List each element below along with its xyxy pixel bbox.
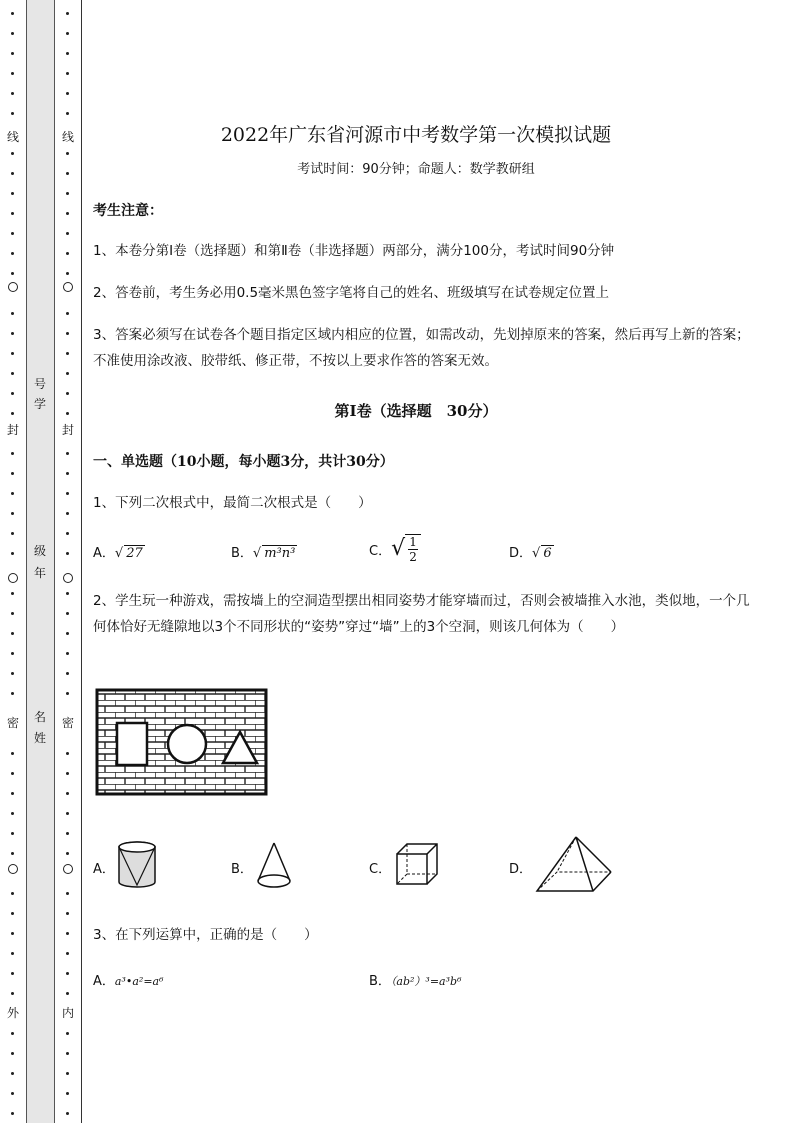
cylinder-with-cone-icon [115,840,159,894]
info-label-ming: 名 [33,710,46,724]
dot [66,412,69,415]
info-label-nian: 年 [33,566,46,580]
dot [11,232,14,235]
dot [11,352,14,355]
dot [66,152,69,155]
binding-circle-icon [8,573,18,583]
dot [11,72,14,75]
radical-sign-icon: √ [114,546,124,561]
q1-option-b[interactable] [231,542,297,561]
dot [66,792,69,795]
q3-option-b-label: B． [369,974,391,989]
dot [11,592,14,595]
dot [66,672,69,675]
dot [11,752,14,755]
dot [11,192,14,195]
outer-dotted-line [11,0,15,1123]
dot [66,12,69,15]
q2-option-a[interactable] [93,858,115,877]
dot [66,72,69,75]
q2-option-b-label: B． [231,862,253,877]
dot [11,632,14,635]
dot [11,92,14,95]
q1-option-c[interactable] [369,534,421,564]
dot [66,192,69,195]
dot [66,512,69,515]
dot [66,172,69,175]
notice-heading: 考生注意： [93,203,163,219]
notice-1: 1、本卷分第Ⅰ卷（选择题）和第Ⅱ卷（非选择题）两部分，满分100分，考试时间90分钟 [93,243,615,259]
dot [11,212,14,215]
dot [11,152,14,155]
outer-label-line: 线 [6,130,19,144]
dot [11,312,14,315]
radical-sign-icon: √ [252,546,262,561]
dot [11,652,14,655]
binding-circle-icon [63,573,73,583]
dot [11,1072,14,1075]
part-title: 一、单选题（10小题，每小题3分，共计30分） [93,454,394,470]
dot [11,992,14,995]
q3-option-a-label: A． [93,974,115,989]
dot [66,32,69,35]
q1-option-c-label: C． [369,543,392,559]
dot [66,992,69,995]
binding-circle-icon [63,864,73,874]
dot [11,692,14,695]
q3-option-a-expression: a³•a²=a⁶ [114,975,164,988]
dot [11,392,14,395]
dot [11,612,14,615]
info-label-xue: 学 [33,397,46,411]
dot [66,892,69,895]
cone-icon [255,840,293,894]
exam-subtitle: 考试时间：90分钟；命题人：数学教研组 [297,162,535,177]
question-1-stem: 1、下列二次根式中，最简二次根式是（ ） [93,495,372,511]
dot [11,112,14,115]
binding-margin-inner [55,0,82,1123]
dot [11,372,14,375]
dot [66,1032,69,1035]
dot [66,612,69,615]
dot [66,632,69,635]
dot [66,552,69,555]
q2-option-a-label: A． [93,862,115,877]
dot [11,332,14,335]
inner-dotted-line [66,0,70,1123]
dot [66,952,69,955]
q1-option-c-denominator: 2 [409,550,417,564]
dot [11,952,14,955]
dot [66,372,69,375]
dot [11,512,14,515]
binding-circle-icon [8,282,18,292]
q3-option-b-expression: （ab²）³=a³b⁶ [390,975,462,988]
q1-option-d[interactable] [509,542,554,561]
q2-option-d-label: D． [509,862,533,877]
dot [66,932,69,935]
inner-label-seal: 封 [61,423,74,437]
dot [66,812,69,815]
cube-icon [393,840,441,892]
info-label-ji: 级 [33,544,46,558]
dot [11,32,14,35]
dot [11,912,14,915]
question-3-stem: 3、在下列运算中，正确的是（ ） [93,927,318,943]
dot [11,472,14,475]
dot [66,232,69,235]
inner-label-line: 线 [61,130,74,144]
dot [11,172,14,175]
dot [11,972,14,975]
q1-option-b-radicand: m³n³ [264,546,296,561]
inner-label-inside: 内 [61,1006,74,1020]
dot [11,12,14,15]
outer-label-seal: 封 [6,423,19,437]
dot [11,1112,14,1115]
dot [66,772,69,775]
dot [11,812,14,815]
dot [11,412,14,415]
dot [66,832,69,835]
student-info-strip [26,0,55,1123]
q2-option-b[interactable] [231,858,253,877]
dot [11,1032,14,1035]
section-title: 第Ⅰ卷（选择题 30分） [334,402,498,420]
dot [66,472,69,475]
binding-margin-outer [0,0,26,1123]
notice-2: 2、答卷前，考生务必用0.5毫米黑色签字笔将自己的姓名、班级填写在试卷规定位置上 [93,285,610,301]
dot [11,492,14,495]
dot [66,492,69,495]
binding-circle-icon [63,282,73,292]
dot [66,1092,69,1095]
q3-option-b[interactable] [369,970,461,989]
dot [66,692,69,695]
dot [66,392,69,395]
dot [66,752,69,755]
dot [11,772,14,775]
info-label-hao: 号 [33,377,46,391]
q2-option-c[interactable] [369,858,391,877]
dot [11,1052,14,1055]
q2-option-d[interactable] [509,858,532,877]
dot [66,92,69,95]
dot [11,852,14,855]
dot [66,912,69,915]
q1-option-a-label: A． [93,546,115,561]
dot [66,112,69,115]
dot [66,272,69,275]
dot [11,792,14,795]
dot [11,532,14,535]
question-2-stem: 2、学生玩一种游戏，需按墙上的空洞造型摆出相同姿势才能穿墙而过，否则会被墙推入水池，类似地，一个几何体恰好无缝隙地以3个不同形状的“姿势”穿过“墙”上的3个空洞，则该几何体为（ ） [93,593,750,635]
dot [66,332,69,335]
dot [66,972,69,975]
outer-label-outside: 外 [6,1006,19,1020]
dot [66,652,69,655]
dot [66,52,69,55]
q1-option-d-radicand: 6 [543,546,552,561]
dot [66,452,69,455]
notice-3: 3、答案必须写在试卷各个题目指定区域内相应的位置，如需改动，先划掉原来的答案，然后再写上新的答案；不准使用涂改液、胶带纸、修正带，不按以上要求作答的答案无效。 [93,327,750,369]
dot [66,1052,69,1055]
q1-option-a[interactable] [93,542,145,561]
dot [66,532,69,535]
q1-option-c-numerator: 1 [409,535,417,549]
radical-sign-icon: √ [532,546,541,561]
dot [11,672,14,675]
binding-circle-icon [8,864,18,874]
dot [11,452,14,455]
dot [11,552,14,555]
dot [66,852,69,855]
q1-option-b-label: B． [231,546,253,561]
q1-option-a-radicand: 27 [126,546,143,561]
q1-option-d-label: D． [509,546,533,561]
dot [11,52,14,55]
dot [11,272,14,275]
dot [66,312,69,315]
exam-title: 2022年广东省河源市中考数学第一次模拟试题 [220,124,612,146]
dot [66,252,69,255]
square-pyramid-icon [533,834,615,900]
dot [11,1092,14,1095]
q3-option-a[interactable] [93,970,164,989]
dot [11,252,14,255]
radical-sign-icon: √ [391,536,406,561]
dot [66,592,69,595]
dot [11,892,14,895]
dot [66,212,69,215]
dot [66,352,69,355]
info-label-xing: 姓 [33,731,46,745]
q2-option-c-label: C． [369,862,392,877]
brick-wall-figure [95,688,268,802]
outer-label-secret: 密 [6,716,19,730]
dot [66,1112,69,1115]
dot [11,832,14,835]
inner-label-secret: 密 [61,716,74,730]
dot [11,932,14,935]
q1-option-c-fraction [405,534,421,564]
dot [66,1072,69,1075]
